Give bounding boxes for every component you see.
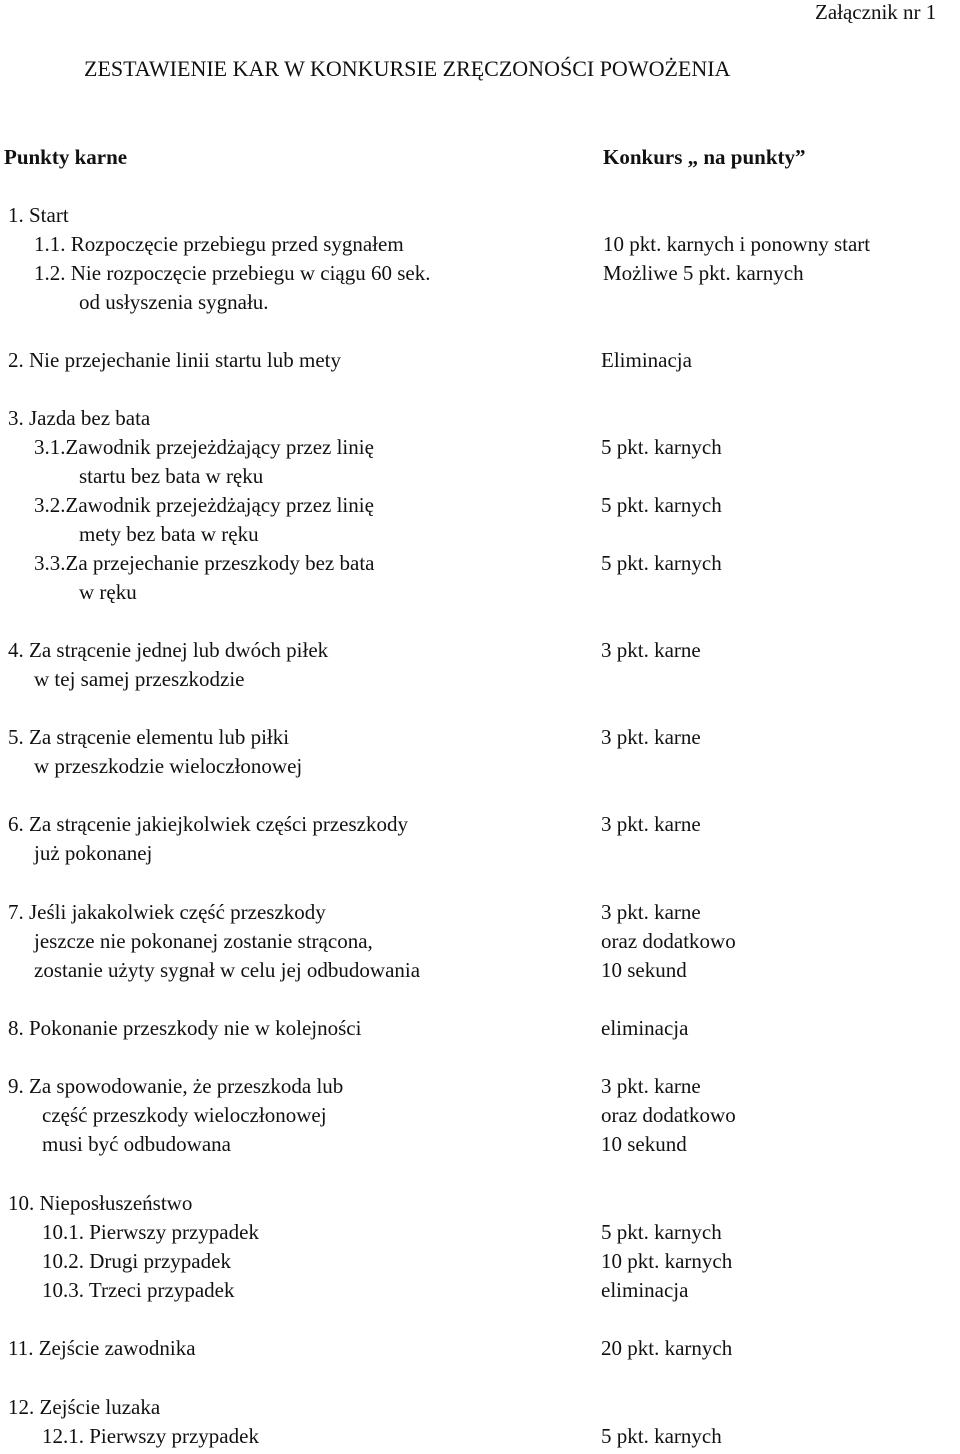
entry-text: 6. Za strącenie jakiejkolwiek części przeszkody: [8, 812, 408, 836]
column-heading-penalties: Punkty karne: [4, 145, 128, 169]
entry-text: 2. Nie przejechanie linii startu lub mety: [8, 348, 341, 372]
penalty-value: 10 pkt. karnych: [601, 1249, 733, 1273]
entry-text: 12. Zejście luzaka: [8, 1395, 161, 1419]
entry-text: 3.3.Za przejechanie przeszkody bez bata: [34, 551, 375, 575]
penalty-value: 5 pkt. karnych: [601, 1220, 722, 1244]
penalty-value: Możliwe 5 pkt. karnych: [603, 261, 804, 285]
entry-text: 3.1.Zawodnik przejeżdżający przez linię: [34, 435, 374, 459]
entry-text: 3.2.Zawodnik przejeżdżający przez linię: [34, 493, 374, 517]
penalty-value: 3 pkt. karne: [601, 725, 701, 749]
entry-text: 12.1. Pierwszy przypadek: [42, 1424, 259, 1448]
entry-text: w tej samej przeszkodzie: [34, 667, 245, 691]
column-heading-competition: Konkurs „ na punkty”: [603, 145, 806, 169]
entry-text: 11. Zejście zawodnika: [8, 1336, 196, 1360]
penalty-value: 3 pkt. karne: [601, 638, 701, 662]
entry-text: 10.3. Trzeci przypadek: [42, 1278, 235, 1302]
entry-text: 1.2. Nie rozpoczęcie przebiegu w ciągu 60 sek.: [34, 261, 431, 285]
entry-text: 1.1. Rozpoczęcie przebiegu przed sygnałem: [34, 232, 404, 256]
penalty-value: oraz dodatkowo: [601, 1103, 736, 1127]
entry-text: 7. Jeśli jakakolwiek część przeszkody: [8, 900, 326, 924]
penalty-value: Eliminacja: [601, 348, 692, 372]
penalty-value: eliminacja: [601, 1278, 689, 1302]
penalty-value: 10 pkt. karnych i ponowny start: [603, 232, 871, 256]
entry-text: 8. Pokonanie przeszkody nie w kolejności: [8, 1016, 362, 1040]
entry-text: 4. Za strącenie jednej lub dwóch piłek: [8, 638, 329, 662]
penalty-value: 10 sekund: [601, 1132, 687, 1156]
entry-text: 10. Nieposłuszeństwo: [8, 1191, 193, 1215]
entry-text: 1. Start: [8, 203, 69, 227]
document-title: ZESTAWIENIE KAR W KONKURSIE ZRĘCZONOŚCI POWOŻENIA: [84, 56, 731, 81]
penalty-value: 20 pkt. karnych: [601, 1336, 733, 1360]
entry-text: 9. Za spowodowanie, że przeszkoda lub: [8, 1074, 344, 1098]
penalty-value: 5 pkt. karnych: [601, 435, 722, 459]
penalty-value: 3 pkt. karne: [601, 1074, 701, 1098]
penalty-value: 5 pkt. karnych: [601, 493, 722, 517]
penalty-value: eliminacja: [601, 1016, 689, 1040]
penalty-value: 3 pkt. karne: [601, 900, 701, 924]
penalty-value: oraz dodatkowo: [601, 929, 736, 953]
entry-text: mety bez bata w ręku: [79, 522, 259, 546]
entry-text: 10.1. Pierwszy przypadek: [42, 1220, 259, 1244]
entry-text: jeszcze nie pokonanej zostanie strącona,: [34, 929, 373, 953]
entry-text: zostanie użyty sygnał w celu jej odbudowania: [34, 958, 421, 982]
entry-text: startu bez bata w ręku: [79, 464, 264, 488]
entry-text: część przeszkody wieloczłonowej: [42, 1103, 327, 1127]
penalty-value: 5 pkt. karnych: [601, 551, 722, 575]
entry-text: w ręku: [79, 580, 137, 604]
penalty-value: 10 sekund: [601, 958, 687, 982]
attachment-label: Załącznik nr 1: [815, 0, 937, 24]
penalty-value: 3 pkt. karne: [601, 812, 701, 836]
penalty-value: 5 pkt. karnych: [601, 1424, 722, 1448]
entry-text: już pokonanej: [34, 841, 153, 865]
entry-text: musi być odbudowana: [42, 1132, 231, 1156]
entry-text: od usłyszenia sygnału.: [79, 290, 269, 314]
entry-text: 5. Za strącenie elementu lub piłki: [8, 725, 290, 749]
entry-text: 3. Jazda bez bata: [8, 406, 151, 430]
entry-text: w przeszkodzie wieloczłonowej: [34, 754, 303, 778]
entry-text: 10.2. Drugi przypadek: [42, 1249, 231, 1273]
